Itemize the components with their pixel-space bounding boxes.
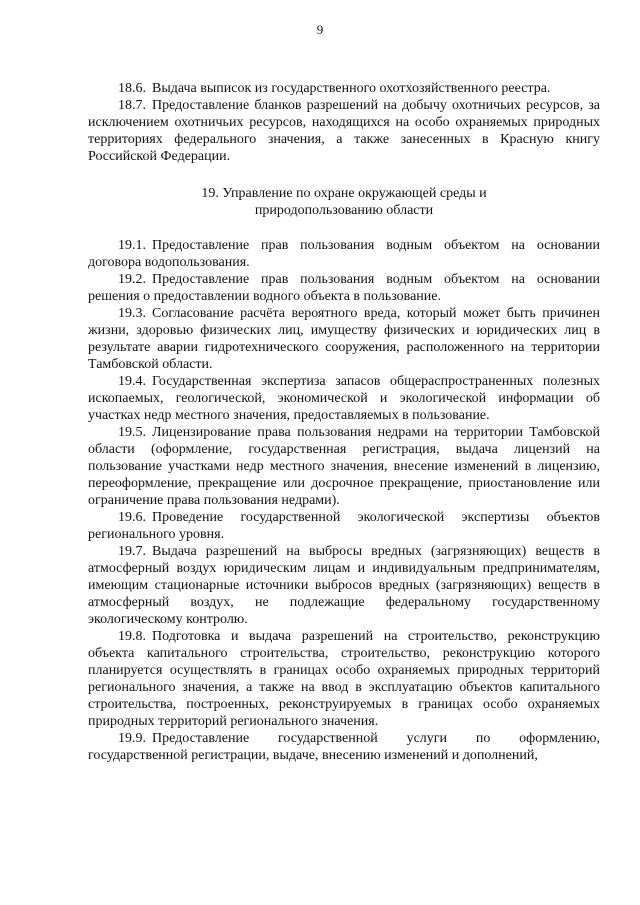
item-number: 19.2. xyxy=(118,272,146,287)
list-item-19-1 xyxy=(88,237,600,271)
list-item-19-2 xyxy=(88,271,600,305)
item-text: Предоставление государственной услуги по оформлению, государственной регистрации, выдаче, внесению изменений и дополнений, xyxy=(88,731,600,763)
list-item-19-7 xyxy=(88,543,600,628)
list-item-19-5 xyxy=(88,424,600,509)
item-text: Государственная экспертиза запасов общераспространенных полезных ископаемых, геологической, экономической и экологической информации об участках недр местного значения, предоставляемых в пользование. xyxy=(88,374,600,423)
list-item-19-4 xyxy=(88,373,600,424)
list-item-19-8 xyxy=(88,628,600,730)
item-text: Проведение государственной экологической экспертизы объектов регионального уровня. xyxy=(88,510,600,542)
list-item-19-3 xyxy=(88,305,600,373)
item-number: 18.7. xyxy=(118,98,146,113)
list-item-19-9 xyxy=(88,730,600,764)
item-text: Согласование расчёта вероятного вреда, который может быть причинен жизни, здоровью физических лиц, имуществу физических и юридических лиц в результате аварии гидротехнического сооружения, расположенного на территории Тамбовской области. xyxy=(88,306,600,372)
item-text: Предоставление прав пользования водным объектом на основании договора водопользования. xyxy=(88,238,600,270)
section-heading-line2: природопользованию области xyxy=(254,203,434,218)
item-number: 19.8. xyxy=(118,629,146,644)
list-item-18-7 xyxy=(88,97,600,165)
page-number: 9 xyxy=(316,22,324,37)
document-body xyxy=(88,80,600,764)
item-text: Предоставление бланков разрешений на добычу охотничьих ресурсов, за исключением охотничьих ресурсов, находящихся на особо охраняемых природных территориях федерального значения, а также занесенных в Красную книгу Российской Федерации. xyxy=(88,98,600,164)
section-heading xyxy=(88,185,600,219)
item-text: Лицензирование права пользования недрами на территории Тамбовской области (оформление, государственная регистрация, выдача лицензий на пользование участками недр местного значения, внесение изменений в лицензию, переоформление, прекращение или досрочное прекращение, приостановление или ограничение права пользования недрами). xyxy=(88,425,600,508)
item-number: 19.1. xyxy=(118,238,146,253)
list-item-19-6 xyxy=(88,509,600,543)
item-number: 19.3. xyxy=(118,306,146,321)
item-text: Предоставление прав пользования водным объектом на основании решения о предоставлении водного объекта в пользование. xyxy=(88,272,600,304)
item-number: 19.4. xyxy=(118,374,146,389)
item-number: 19.7. xyxy=(118,544,146,559)
item-number: 19.9. xyxy=(118,731,146,746)
item-number: 18.6. xyxy=(118,81,146,96)
item-number: 19.6. xyxy=(118,510,146,525)
item-number: 19.5. xyxy=(118,425,146,440)
item-text: Выдача выписок из государственного охотхозяйственного реестра. xyxy=(152,81,551,96)
item-text: Подготовка и выдача разрешений на строительство, реконструкцию объекта капитального строительства, строительство, реконструкцию которого планируется осуществлять в границах особо охраняемых природных территорий регионального значения, а также на ввод в эксплуатацию объектов капитального строительства, построенных, реконструируемых в границах особо охраняемых природных территорий регионального значения. xyxy=(88,629,600,729)
list-item-18-6 xyxy=(88,80,600,97)
item-text: Выдача разрешений на выбросы вредных (загрязняющих) веществ в атмосферный воздух юридическим лицам и индивидуальным предпринимателям, имеющим стационарные источники выбросов вредных (загрязняющих) веществ в атмосферный воздух, не подлежащие федеральному государственному экологическому контролю. xyxy=(88,544,600,627)
section-heading-line1: 19. Управление по охране окружающей среды и xyxy=(201,186,487,201)
